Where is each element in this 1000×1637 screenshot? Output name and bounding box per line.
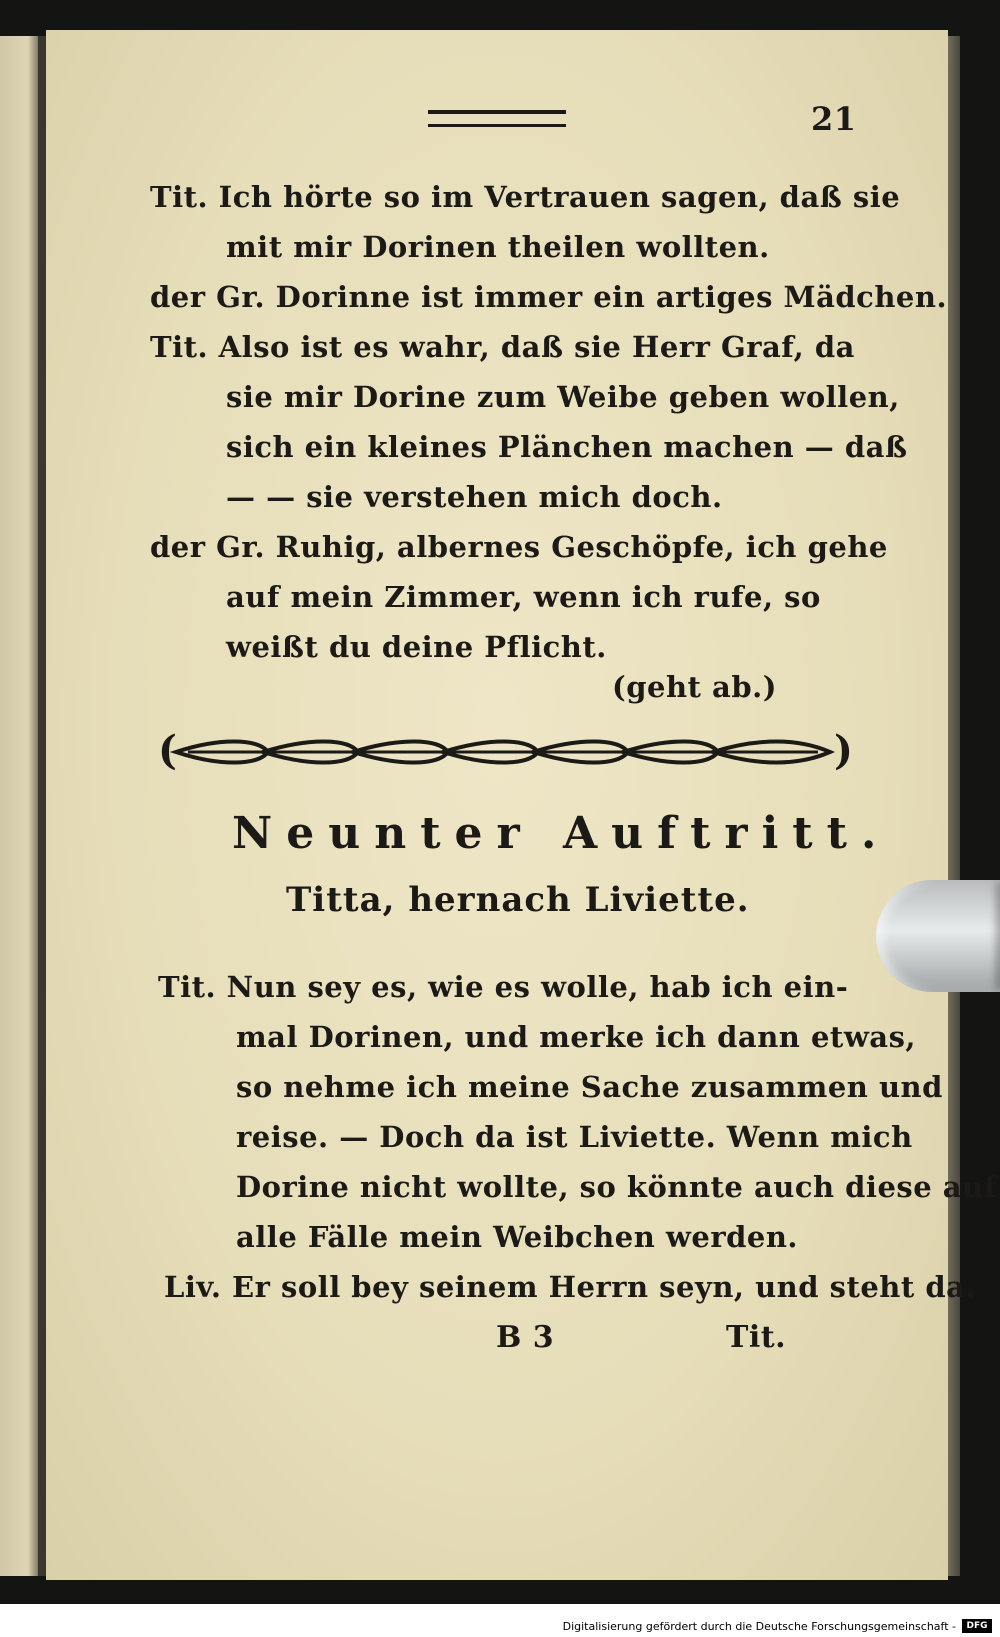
text-line: Dorine nicht wollte, so könnte auch diese auf (236, 1170, 997, 1204)
text-line: — — sie verstehen mich doch. (226, 480, 723, 514)
stage-direction: (geht ab.) (612, 670, 777, 704)
page-number: 21 (811, 100, 857, 138)
footer-credit: Digitalisierung gefördert durch die Deutsche Forschungsgemeinschaft - (562, 1620, 956, 1633)
text-line: Tit. Also ist es wahr, daß sie Herr Graf, da (150, 330, 855, 364)
svg-text:(: ( (158, 727, 177, 774)
text-line: mit mir Dorinen theilen wollten. (226, 230, 770, 264)
text-line: Tit. Ich hörte so im Vertrauen sagen, daß sie (150, 180, 901, 214)
text-line: alle Fälle mein Weibchen werden. (236, 1220, 799, 1254)
header-rule (428, 110, 566, 127)
text-line: Tit. Nun sey es, wie es wolle, hab ich ein- (158, 970, 849, 1004)
text-line: sie mir Dorine zum Weibe geben wollen, (226, 380, 900, 414)
text-line: mal Dorinen, und merke ich dann etwas, (236, 1020, 916, 1054)
svg-text:): ) (834, 727, 853, 774)
scene-characters: Titta, hernach Liviette. (286, 880, 750, 920)
text-line: der Gr. Ruhig, albernes Geschöpfe, ich gehe (150, 530, 888, 564)
text-line: so nehme ich meine Sache zusammen und (236, 1070, 943, 1104)
scene-heading: Neunter Auftritt. (232, 808, 891, 859)
ornament-divider (158, 727, 853, 776)
text-line: auf mein Zimmer, wenn ich rufe, so (226, 580, 821, 614)
signature-mark: B 3 (496, 1320, 555, 1355)
text-line: Liv. Er soll bey seinem Herrn seyn, und steht da. (164, 1270, 977, 1304)
book-spine (38, 36, 46, 1576)
dfg-logo-icon: DFG (962, 1619, 992, 1633)
book-page (46, 30, 997, 1580)
page-clip (876, 880, 1000, 992)
text-line: sich ein kleines Plänchen machen — daß (226, 430, 908, 464)
text-line: der Gr. Dorinne ist immer ein artiges Mädchen. (150, 280, 948, 314)
left-page-edge (0, 36, 40, 1576)
text-line: reise. — Doch da ist Liviette. Wenn mich (236, 1120, 913, 1154)
text-line: weißt du deine Pflicht. (226, 630, 607, 664)
catchword: Tit. (726, 1320, 787, 1355)
